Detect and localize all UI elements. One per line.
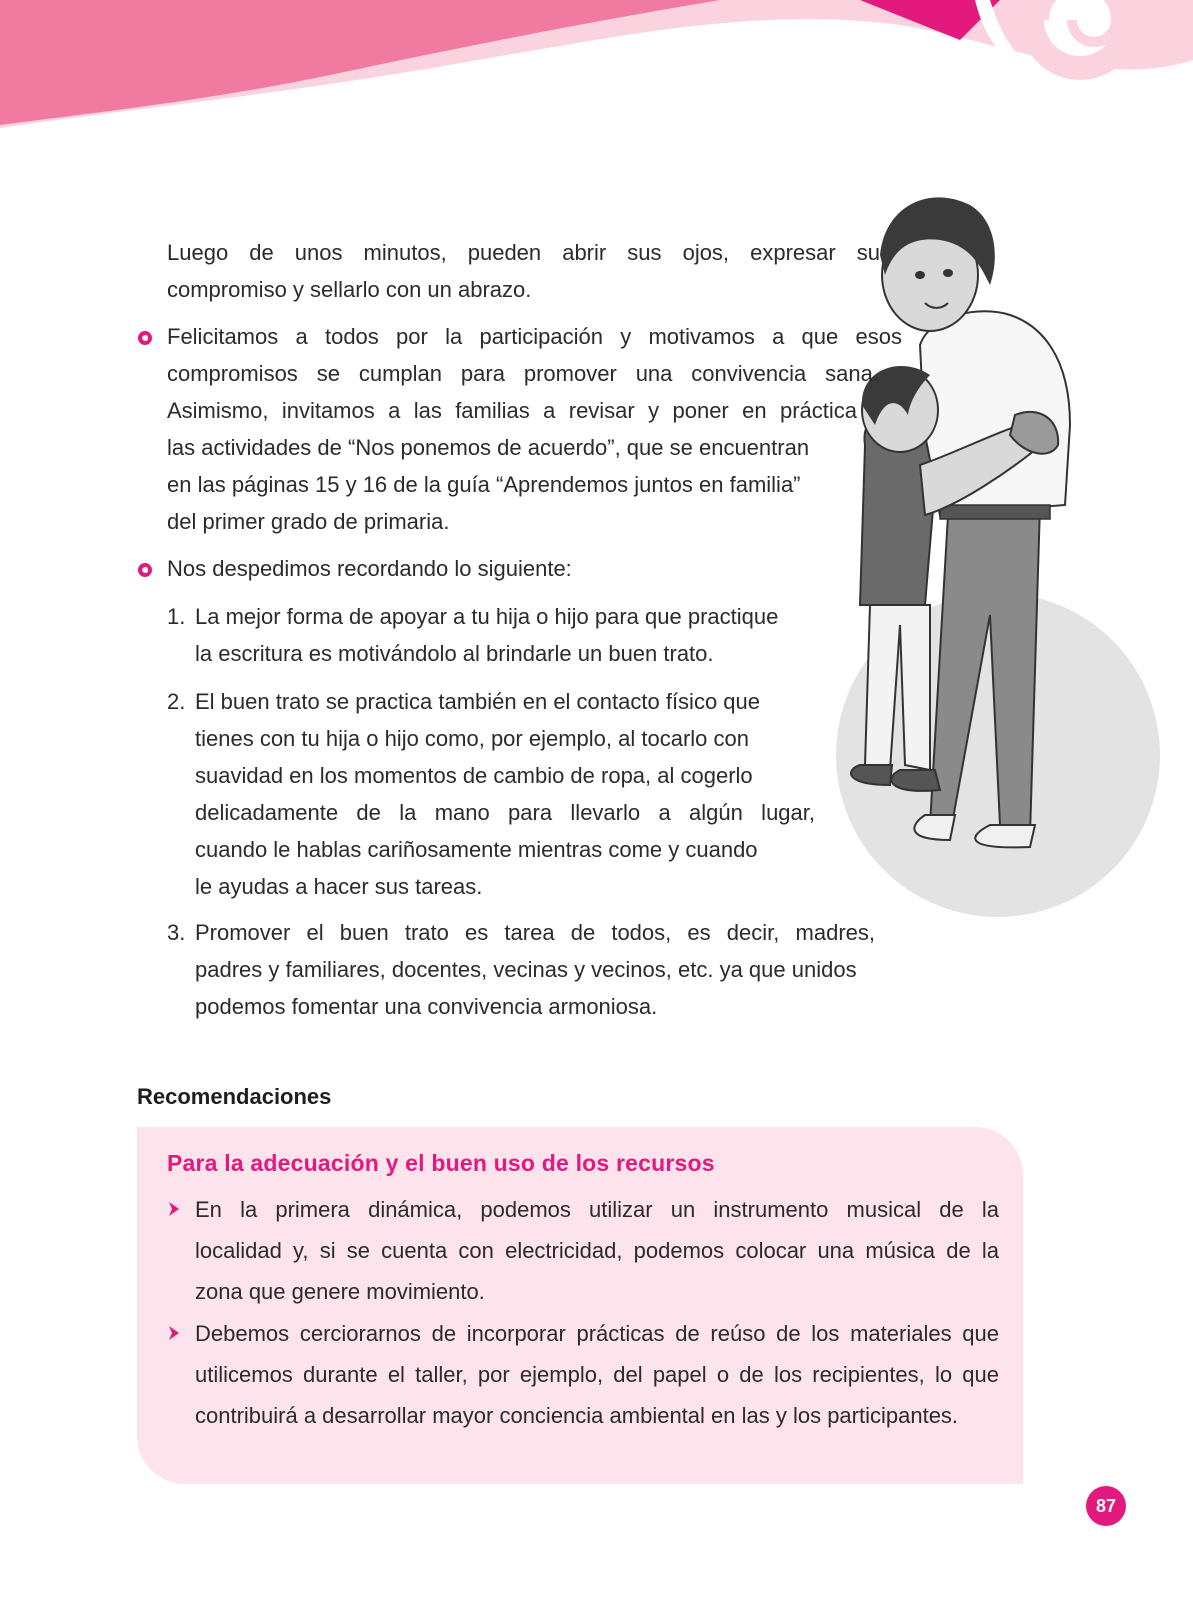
bullet1-line: Felicitamos a todos por la participación y motivamos a que esos bbox=[167, 324, 902, 349]
recommendation-item bbox=[167, 1313, 1007, 1437]
intro-line-1: Luego de unos minutos, pueden abrir sus ojos, expresar su bbox=[167, 240, 880, 265]
bullet1-line: del primer grado de primaria. bbox=[167, 509, 450, 534]
recommendations-box-title: Para la adecuación y el buen uso de los recursos bbox=[167, 1150, 715, 1176]
spiral-bullet-icon bbox=[138, 563, 152, 577]
item-number: 2. bbox=[167, 689, 186, 714]
numbered-item-3 bbox=[167, 914, 907, 1034]
item-line: le ayudas a hacer sus tareas. bbox=[195, 874, 483, 899]
bullet1-line: las actividades de “Nos ponemos de acuerdo”, que se encuentran bbox=[167, 435, 810, 460]
item-line: zona que genere movimiento. bbox=[195, 1279, 485, 1304]
item-line: suavidad en los momentos de cambio de ropa, al cogerlo bbox=[195, 763, 753, 788]
numbered-item-1 bbox=[167, 598, 847, 678]
item-line: En la primera dinámica, podemos utilizar un instrumento musical de la bbox=[195, 1197, 999, 1222]
bullet1-line: Asimismo, invitamos a las familias a revisar y poner en práctica bbox=[167, 398, 857, 423]
item-line: podemos fomentar una convivencia armoniosa. bbox=[195, 994, 658, 1019]
item-line: El buen trato se practica también en el contacto físico que bbox=[195, 689, 760, 714]
item-line: la escritura es motivándolo al brindarle un buen trato. bbox=[195, 641, 714, 666]
item-line: tienes con tu hija o hijo como, por ejemplo, al tocarlo con bbox=[195, 726, 749, 751]
bullet-item-despedimos: Nos despedimos recordando lo siguiente: bbox=[167, 556, 572, 581]
item-line: delicadamente de la mano para llevarlo a algún lugar, bbox=[195, 800, 815, 825]
intro-line-2: compromiso y sellarlo con un abrazo. bbox=[167, 277, 532, 302]
item-line: La mejor forma de apoyar a tu hija o hijo para que practique bbox=[195, 604, 779, 629]
item-line: cuando le hablas cariñosamente mientras come y cuando bbox=[195, 837, 758, 862]
item-line: localidad y, si se cuenta con electricidad, podemos colocar una música de la bbox=[195, 1238, 999, 1263]
item-number: 3. bbox=[167, 920, 186, 945]
item-line: Promover el buen trato es tarea de todos, es decir, madres, bbox=[195, 920, 875, 945]
recomendaciones-heading: Recomendaciones bbox=[137, 1084, 332, 1109]
item-line: utilicemos durante el taller, por ejemplo, del papel o de los recipientes, lo que bbox=[195, 1362, 999, 1387]
chevron-right-icon bbox=[167, 1201, 181, 1217]
spiral-bullet-icon bbox=[138, 331, 152, 345]
item-line: Debemos cerciorarnos de incorporar prácticas de reúso de los materiales que bbox=[195, 1321, 999, 1346]
recommendation-item bbox=[167, 1189, 1007, 1313]
numbered-item-2 bbox=[167, 683, 827, 913]
bullet1-line: en las páginas 15 y 16 de la guía “Aprendemos juntos en familia” bbox=[167, 472, 801, 497]
chevron-right-icon bbox=[167, 1325, 181, 1341]
header-wave-decoration bbox=[0, 0, 1193, 140]
bullet1-line: compromisos se cumplan para promover una convivencia sana. bbox=[167, 361, 879, 386]
item-line: contribuirá a desarrollar mayor conciencia ambiental en las y los participantes. bbox=[195, 1403, 959, 1428]
item-line: padres y familiares, docentes, vecinas y vecinos, etc. ya que unidos bbox=[195, 957, 857, 982]
item-number: 1. bbox=[167, 604, 186, 629]
page-number-badge: 87 bbox=[1086, 1486, 1126, 1526]
